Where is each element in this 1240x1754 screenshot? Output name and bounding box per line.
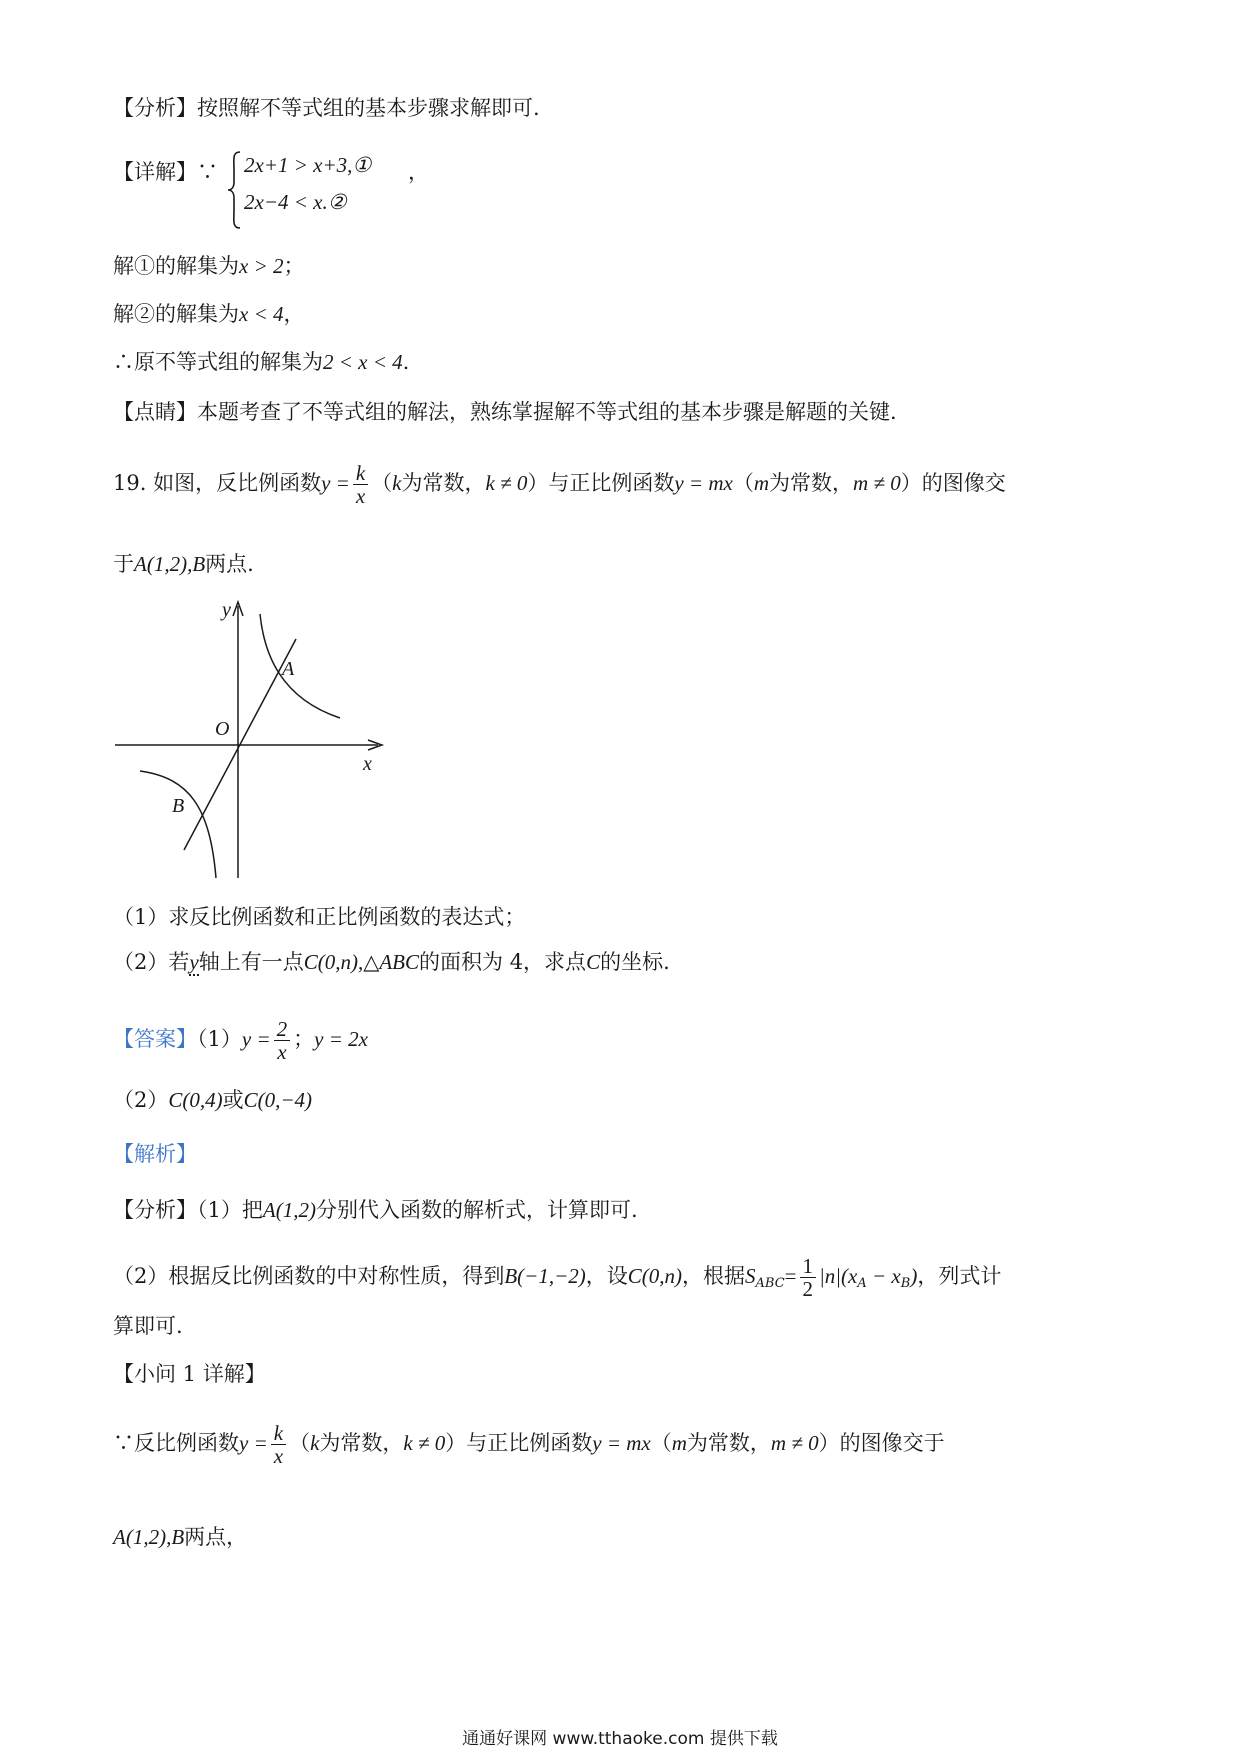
detail-19-line-1: ∵反比例函数y = $\frac{k}{x}$ （k为常数，k ≠ 0）与正比例函数y = mx（m为常数，m ≠ 0）的图像交于 [113, 1421, 945, 1469]
function-graph [110, 598, 390, 883]
analysis-label: 【分析】 [113, 96, 197, 120]
detail-label: 【详解】∵ [113, 160, 218, 184]
answer-label: 【答案】 [113, 1027, 197, 1052]
axis-x-label: x [363, 753, 372, 775]
solve-line-1: 解①的解集为x > 2； [113, 254, 305, 278]
fraction-k-over-x: $\frac{k}{x}$ [353, 462, 368, 507]
problem-19-line-1: 19. 如图，反比例函数y = $\frac{k}{x}$ （k为常数，k ≠ 0）与正比例函数y = mx（m为常数，m ≠ 0）的图像交 [113, 461, 1006, 509]
point-b-label: B [172, 795, 185, 817]
problem-number: 19. [113, 471, 147, 496]
sub-question-1-label: 【小问 1 详解】 [113, 1362, 266, 1386]
page-footer: 通通好课网 www.tthaoke.com 提供下载 [462, 1729, 778, 1749]
answer-line-1: 【答案】（1）y = $\frac{2}{x}$ ；y = 2x [113, 1017, 368, 1065]
detail-comma: ， [408, 160, 429, 184]
point-a-label: A [282, 658, 295, 680]
problem-19-line-2: 于A(1,2),B两点. [113, 552, 254, 576]
origin-label: O [215, 718, 230, 740]
analysis-19-line-2: （2）根据反比例函数的中对称性质，得到B(−1,−2)，设C(0,n)，根据$S_{ABC}=$ $\frac{1}{2}$ $|n|(x_A - x_B)$，列式计 [113, 1254, 1002, 1302]
hyperbola-branch-2 [140, 771, 216, 878]
conclusion-line: ∴原不等式组的解集为2 < x < 4. [113, 350, 410, 374]
hyperbola-branch-1 [260, 614, 340, 718]
detail-19-line-2: A(1,2),B两点， [113, 1525, 248, 1549]
answer-line-2: （2）C(0,4)或C(0,−4) [113, 1088, 313, 1112]
analysis-19-line-1: 【分析】（1）把A(1,2)分别代入函数的解析式，计算即可. [113, 1198, 638, 1222]
analysis-19-line-3: 算即可. [113, 1314, 183, 1338]
fraction-2-over-x: $\frac{2}{x}$ [274, 1018, 291, 1063]
left-brace-icon [226, 150, 242, 230]
fraction-k-over-x-2: $\frac{k}{x}$ [271, 1422, 286, 1467]
comment-line: 【点睛】本题考查了不等式组的解法，熟练掌握解不等式组的基本步骤是解题的关键. [113, 400, 897, 424]
inequality-2: 2x−4 < x.② [244, 190, 347, 214]
analysis-text: 按照解不等式组的基本步骤求解即可. [197, 96, 540, 120]
jiexi-label: 【解析】 [113, 1142, 197, 1166]
analysis-line [113, 96, 540, 121]
solve-line-2: 解②的解集为x < 4， [113, 302, 305, 326]
question-2: （2）若y轴上有一点C(0,n),△ABC的面积为 4，求点C的坐标. [113, 950, 670, 974]
axis-y-label: y [222, 599, 231, 621]
fraction-half: $\frac{1}{2}$ [800, 1255, 817, 1300]
question-1: （1）求反比例函数和正比例函数的表达式； [113, 905, 526, 929]
inequality-1: 2x+1 > x+3,① [244, 153, 372, 177]
